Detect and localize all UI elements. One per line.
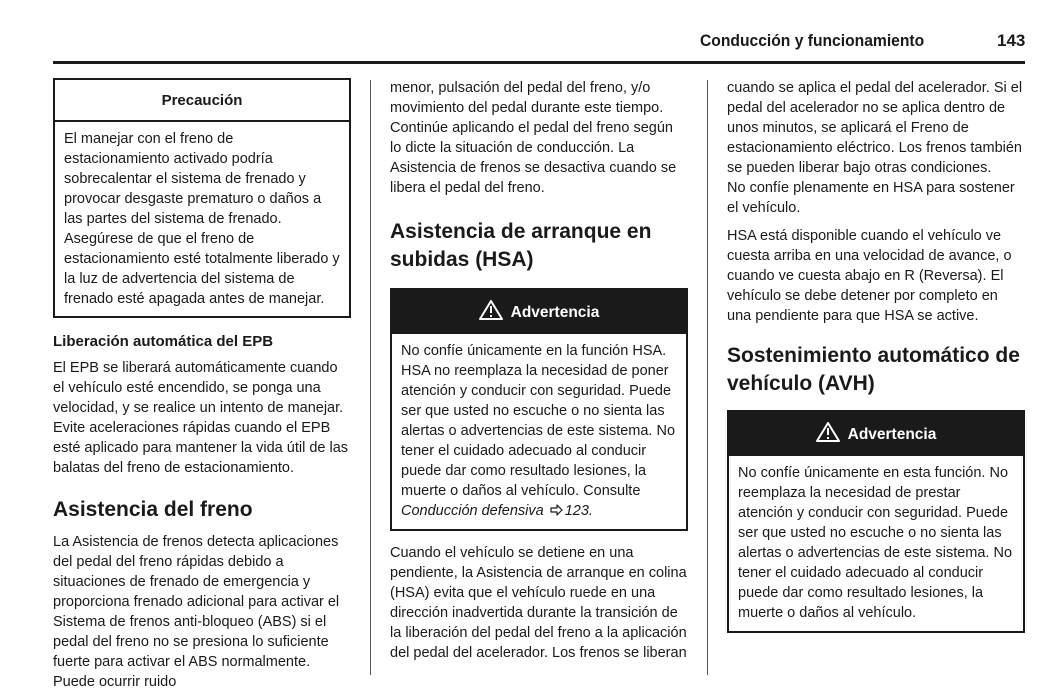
- hsa-warning-header: [392, 290, 686, 334]
- column-left: [53, 78, 351, 700]
- avh-warning-box: [727, 410, 1025, 633]
- header-rule: [53, 61, 1025, 64]
- hsa-availability: HSA está disponible cuando el vehículo ve cuesta arriba en una velocidad de avance, o cuando ve cuesta abajo en R (Reversa). El vehículo se debe detener por completo en una pendiente para que HSA se active.: [727, 228, 1012, 324]
- hsa-reliance-note: No confíe plenamente en HSA para sostener el vehículo.: [727, 180, 1015, 216]
- brake-assist-continued: menor, pulsación del pedal del freno, y/o movimiento del pedal durante este tiempo. Continúe aplicando el pedal del freno según lo dicte la situación de conducción. La Asistencia de frenos se desactiva cuando se libera el pedal del freno.: [390, 80, 677, 196]
- hsa-continued: cuando se aplica el pedal del acelerador. Si el pedal del acelerador no se aplica dentro de unos minutos, se aplicará el Freno de estacionamiento eléctrico. Los frenos también se pueden liberar bajo otras condiciones.: [727, 80, 1023, 176]
- caution-text: El manejar con el freno de estacionamiento activado podría sobrecalentar el sistema de frenado y provocar desgaste prematuro o daños a las partes del sistema de frenado. Asegúrese de que el freno de estacionamiento esté totalmente liberado y la luz de advertencia del sistema de frenado esté apagada antes de manejar.: [64, 131, 340, 307]
- reference-page: 123.: [564, 503, 593, 519]
- epb-paragraph: El EPB se liberará automáticamente cuando el vehículo esté encendido, se ponga una velocidad, y se realice un intento de manejar. Evite aceleraciones rápidas cuando el EPB esté aplicado para mantener la vida útil de las balatas del freno de estacionamiento.: [53, 360, 349, 476]
- page-reference-arrow-icon: [550, 504, 563, 516]
- avh-warning-text: No confíe únicamente en esta función. No reemplaza la necesidad de prestar atención y conducir con seguridad. Puede ser que usted no escuche o no sienta las alertas o advertencias de este sistema. No tener el cuidado adecuado al conducir puede dar como resultado lesiones, la muerte o daños al vehículo.: [738, 465, 1013, 621]
- column-divider: [370, 80, 371, 675]
- column-divider: [707, 80, 708, 675]
- caution-box: [53, 78, 351, 318]
- avh-warning-title: Advertencia: [847, 426, 937, 443]
- hsa-paragraph: Cuando el vehículo se detiene en una pendiente, la Asistencia de arranque en colina (HSA) evita que el vehículo ruede en una dirección inadvertida durante la transición de la liberación del pedal del freno a la aplicación del pedal del acelerador. Los frenos se liberan: [390, 545, 687, 661]
- column-middle: [390, 78, 688, 671]
- epb-heading: Liberación automática del EPB: [53, 333, 274, 350]
- caution-title: Precaución: [55, 80, 349, 122]
- hsa-warning-body: [392, 334, 686, 529]
- brake-assist-paragraph: La Asistencia de frenos detecta aplicaciones del pedal del freno rápidas debido a situaciones de frenado de emergencia y proporciona frenado adicional para activar el Sistema de frenos anti-bloqueo (ABS) si el pedal del freno no se presiona lo suficiente fuerte para activar el ABS normalmente. Puede ocurrir ruido: [53, 534, 340, 690]
- hsa-warning-text: No confíe únicamente en la función HSA. HSA no reemplaza la necesidad de poner atención y conducir con seguridad. Puede ser que usted no escuche o no sienta las alertas o advertencias de este sistema. No tener el cuidado adecuado al conducir puede dar como resultado lesiones, la muerte o daños al vehículo. Consulte: [401, 343, 676, 499]
- column-right: [727, 78, 1025, 633]
- defensive-driving-reference[interactable]: Conducción defensiva: [401, 503, 544, 519]
- hsa-warning-title: Advertencia: [510, 304, 600, 321]
- avh-title: Sostenimiento automático de vehículo (AVH): [727, 344, 1020, 395]
- avh-warning-header: [729, 412, 1023, 456]
- warning-triangle-icon: [479, 300, 503, 320]
- brake-assist-title: Asistencia del freno: [53, 498, 253, 521]
- hsa-warning-box: [390, 288, 688, 531]
- running-header-title: Conducción y funcionamiento: [700, 31, 925, 50]
- page-number: 143: [997, 31, 1026, 50]
- warning-triangle-icon: [816, 422, 840, 442]
- hsa-title: Asistencia de arranque en subidas (HSA): [390, 220, 652, 271]
